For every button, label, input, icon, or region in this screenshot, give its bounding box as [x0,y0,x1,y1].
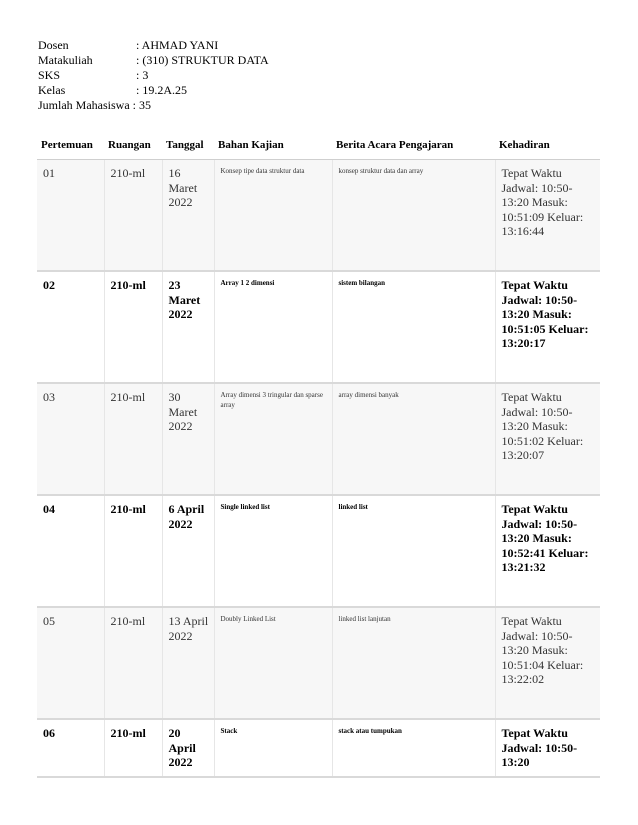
cell-kehadiran: Tepat Waktu Jadwal: 10:50-13:20 Masuk: 10:51:05 Keluar: 13:20:17 [495,271,600,383]
info-value: : AHMAD YANI [136,38,219,52]
cell-pertemuan: 03 [37,383,104,495]
info-row-sks [38,68,269,83]
table-header-row [37,128,600,160]
info-label: SKS [38,68,61,82]
header-berita-acara: Berita Acara Pengajaran [332,128,495,160]
cell-tanggal: 23 Maret 2022 [162,271,214,383]
cell-ruangan: 210-ml [104,495,162,607]
table-row [37,383,600,495]
attendance-table [37,128,600,778]
cell-bahan-kajian: Single linked list [214,495,332,607]
info-value: : 19.2A.25 [136,83,187,97]
table-row [37,160,600,272]
info-value: : (310) STRUKTUR DATA [136,53,269,67]
cell-bahan-kajian: Array 1 2 dimensi [214,271,332,383]
table-row [37,719,600,777]
course-info [38,38,269,113]
cell-pertemuan: 01 [37,160,104,272]
cell-ruangan: 210-ml [104,607,162,719]
cell-bahan-kajian: Konsep tipe data struktur data [214,160,332,272]
cell-pertemuan: 05 [37,607,104,719]
cell-pertemuan: 02 [37,271,104,383]
cell-berita-acara: stack atau tumpukan [332,719,495,777]
cell-ruangan: 210-ml [104,719,162,777]
cell-berita-acara: linked list [332,495,495,607]
cell-bahan-kajian: Array dimensi 3 tringular dan sparse array [214,383,332,495]
info-row-kelas [38,83,269,98]
cell-tanggal: 16 Maret 2022 [162,160,214,272]
table-row [37,271,600,383]
cell-bahan-kajian: Doubly Linked List [214,607,332,719]
cell-berita-acara: linked list lanjutan [332,607,495,719]
cell-bahan-kajian: Stack [214,719,332,777]
info-row-jumlah-mahasiswa [38,98,269,113]
cell-ruangan: 210-ml [104,160,162,272]
cell-berita-acara: array dimensi banyak [332,383,495,495]
header-tanggal: Tanggal [162,128,214,160]
info-row-matakuliah [38,53,269,68]
cell-ruangan: 210-ml [104,383,162,495]
cell-tanggal: 20 April 2022 [162,719,214,777]
info-label: Dosen [38,38,69,52]
info-label: Kelas [38,83,66,97]
info-value: : 3 [136,68,149,82]
cell-pertemuan: 06 [37,719,104,777]
cell-kehadiran: Tepat Waktu Jadwal: 10:50-13:20 Masuk: 10:51:04 Keluar: 13:22:02 [495,607,600,719]
cell-ruangan: 210-ml [104,271,162,383]
cell-berita-acara: sistem bilangan [332,271,495,383]
header-kehadiran: Kehadiran [495,128,600,160]
header-ruangan: Ruangan [104,128,162,160]
info-row-dosen [38,38,269,53]
cell-kehadiran: Tepat Waktu Jadwal: 10:50-13:20 [495,719,600,777]
cell-kehadiran: Tepat Waktu Jadwal: 10:50-13:20 Masuk: 10:51:02 Keluar: 13:20:07 [495,383,600,495]
cell-tanggal: 30 Maret 2022 [162,383,214,495]
table-row [37,495,600,607]
info-label: Matakuliah [38,53,93,67]
cell-tanggal: 6 April 2022 [162,495,214,607]
cell-tanggal: 13 April 2022 [162,607,214,719]
table-row [37,607,600,719]
info-label: Jumlah Mahasiswa [38,98,130,112]
info-value: : 35 [132,98,151,112]
cell-kehadiran: Tepat Waktu Jadwal: 10:50-13:20 Masuk: 10:52:41 Keluar: 13:21:32 [495,495,600,607]
header-pertemuan: Pertemuan [37,128,104,160]
cell-berita-acara: konsep struktur data dan array [332,160,495,272]
cell-pertemuan: 04 [37,495,104,607]
cell-kehadiran: Tepat Waktu Jadwal: 10:50-13:20 Masuk: 10:51:09 Keluar: 13:16:44 [495,160,600,272]
header-bahan-kajian: Bahan Kajian [214,128,332,160]
